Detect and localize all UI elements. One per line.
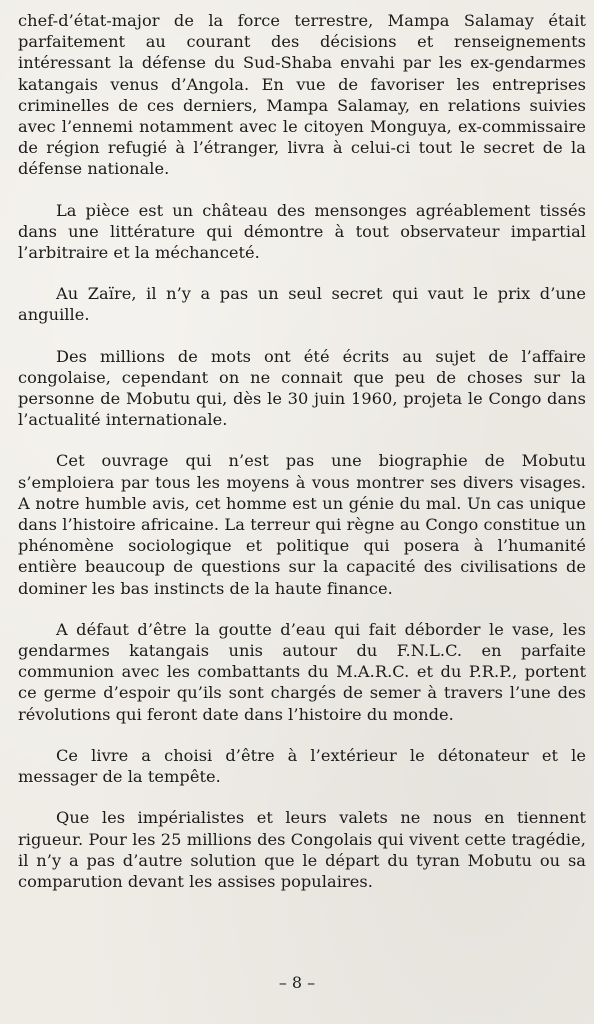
paragraph-7: Ce livre a choisi d’être à l’extérieur le détonateur et le messager de la tempête. — [18, 745, 586, 787]
page-number: – 8 – — [278, 973, 316, 992]
paragraph-spacer — [18, 430, 586, 450]
paragraph-spacer — [18, 787, 586, 807]
paragraph-spacer — [18, 725, 586, 745]
paragraph-4: Des millions de mots ont été écrits au sujet de l’affaire congolaise, cependant on ne connait que peu de choses sur la personne de Mobutu qui, dès le 30 juin 1960, projeta le Congo dans l’actualité internationale. — [18, 346, 586, 430]
paragraph-spacer — [18, 263, 586, 283]
paragraph-spacer — [18, 599, 586, 619]
paragraph-8: Que les impérialistes et leurs valets ne nous en tiennent rigueur. Pour les 25 millions des Congolais qui vivent cette tragédie, il n’y a pas d’autre solution que le départ du tyran Mobutu ou sa comparution devant les assises populaires. — [18, 808, 586, 891]
paragraph-6: A défaut d’être la goutte d’eau qui fait déborder le vase, les gendarmes katangais unis autour du F.N.L.C. en parfaite communion avec les combattants du M.A.R.C. et du P.R.P., portent ce germe d’espoir qu’ils sont chargés de semer à travers l’une des révolutions qui feront date dans l’histoire du monde. — [18, 619, 586, 724]
paragraph-spacer — [18, 326, 586, 346]
paragraph-1: chef-d’état-major de la force terrestre, Mampa Salamay était parfaitement au courant des décisions et renseignements intéressant la défense du Sud-Shaba envahi par les ex-gendarmes katangais venus d’Angola. En vue de favoriser les entreprises criminelles de ces derniers, Mampa Salamay, en relations suivies avec l’ennemi notamment avec le citoyen Monguya, ex-commissaire de région refugié à l’étranger, livra à celui-ci tout le secret de la défense nationale. — [18, 11, 586, 179]
paragraph-2: La pièce est un château des mensonges agréablement tissés dans une littérature qui démontre à tout observateur impartial l’arbitraire et la méchanceté. — [18, 200, 586, 263]
paragraph-spacer — [18, 180, 586, 200]
body-text — [18, 10, 586, 892]
paragraph-3: Au Zaïre, il n’y a pas un seul secret qui vaut le prix d’une anguille. — [18, 284, 586, 325]
paragraph-5: Cet ouvrage qui n’est pas une biographie de Mobutu s’emploiera par tous les moyens à vous montrer ses divers visages. A notre humble avis, cet homme est un génie du mal. Un cas unique dans l’histoire africaine. La terreur qui règne au Congo constitue un phénomène sociologique et politique qui posera à l’humanité entière beaucoup de questions sur la capacité des civilisations de dominer les bas instincts de la haute finance. — [18, 451, 586, 598]
